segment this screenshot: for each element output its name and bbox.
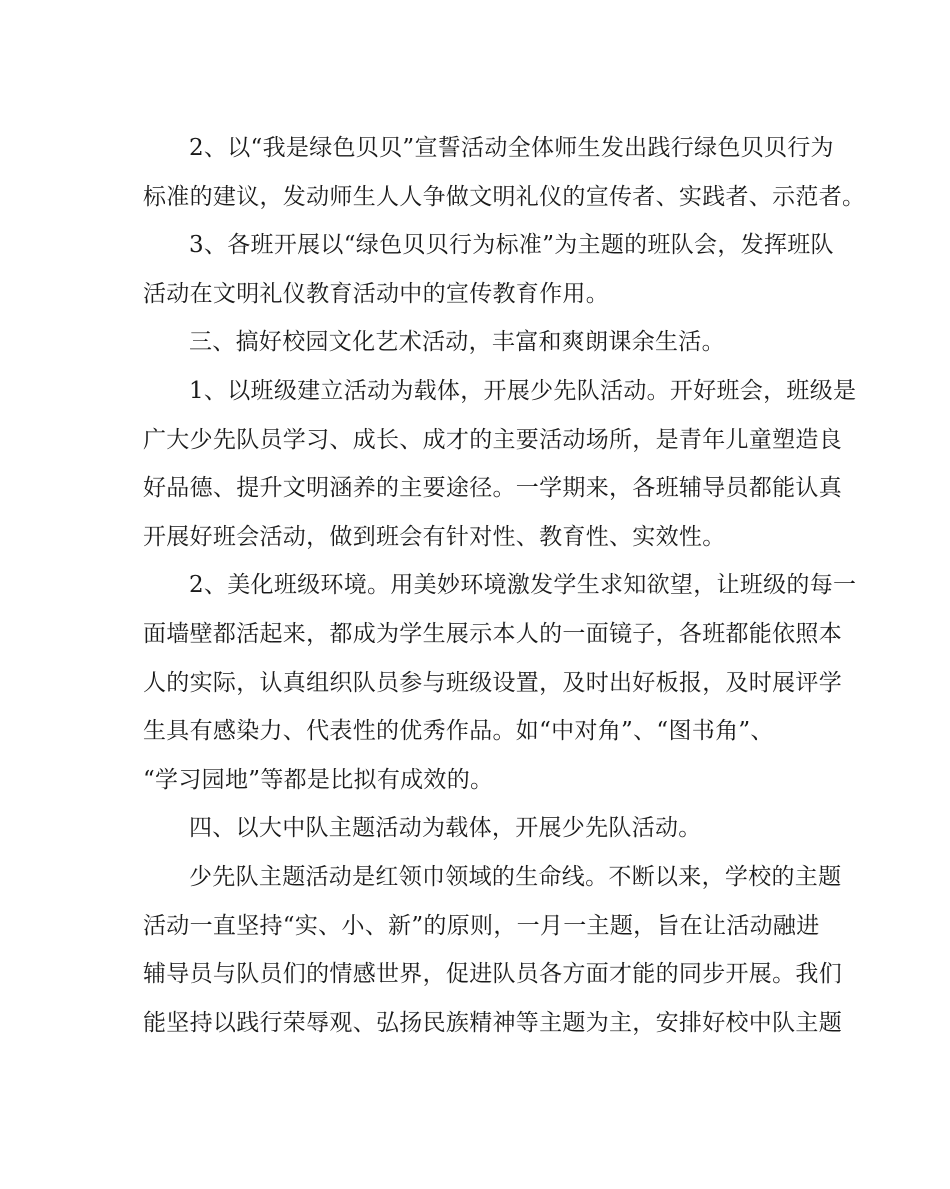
text-line: 开展好班会活动，做到班会有针对性、教育性、实效性。 [143, 523, 726, 550]
text-line: 辅导员与队员们的情感世界，促进队员各方面才能的同步开展。我们 [143, 961, 842, 988]
section-heading: 四、以大中队主题活动为载体，开展少先队活动。 [189, 815, 702, 842]
document-body [143, 124, 866, 1047]
text-line: 1、以班级建立活动为载体，开展少先队活动。开好班会，班级是 [189, 377, 857, 404]
text-line: 人的实际，认真组织队员参与班级设置，及时出好板报，及时展评学 [143, 669, 842, 696]
section-heading: 三、搞好校园文化艺术活动，丰富和爽朗课余生活。 [189, 329, 725, 356]
text-line: 2、以“我是绿色贝贝”宣誓活动全体师生发出践行绿色贝贝行为 [189, 135, 834, 161]
text-line: 2、美化班级环境。用美妙环境激发学生求知欲望，让班级的每一 [189, 572, 857, 599]
text-line: 面墙壁都活起来，都成为学生展示本人的一面镜子，各班都能依照本 [143, 620, 842, 647]
text-line: 3、各班开展以“绿色贝贝行为标准”为主题的班队会，发挥班队 [189, 232, 834, 259]
text-line: 活动在文明礼仪教育活动中的宣传教育作用。 [143, 280, 609, 307]
text-line: 好品德、提升文明涵养的主要途径。一学期来，各班辅导员都能认真 [143, 475, 842, 502]
text-line: 标准的建议，发动师生人人争做文明礼仪的宣传者、实践者、示范者。 [143, 183, 866, 210]
text-line: 广大少先队员学习、成长、成才的主要活动场所，是青年儿童塑造良 [143, 426, 842, 453]
text-line: “学习园地”等都是比拟有成效的。 [143, 766, 494, 793]
text-line: 生具有感染力、代表性的优秀作品。如“中对角”、“图书角”、 [143, 718, 774, 745]
text-line: 活动一直坚持“实、小、新”的原则，一月一主题，旨在让活动融进 [143, 912, 820, 939]
text-line: 能坚持以践行荣辱观、弘扬民族精神等主题为主，安排好校中队主题 [143, 1009, 842, 1036]
text-line: 少先队主题活动是红领巾领域的生命线。不断以来，学校的主题 [189, 863, 842, 890]
